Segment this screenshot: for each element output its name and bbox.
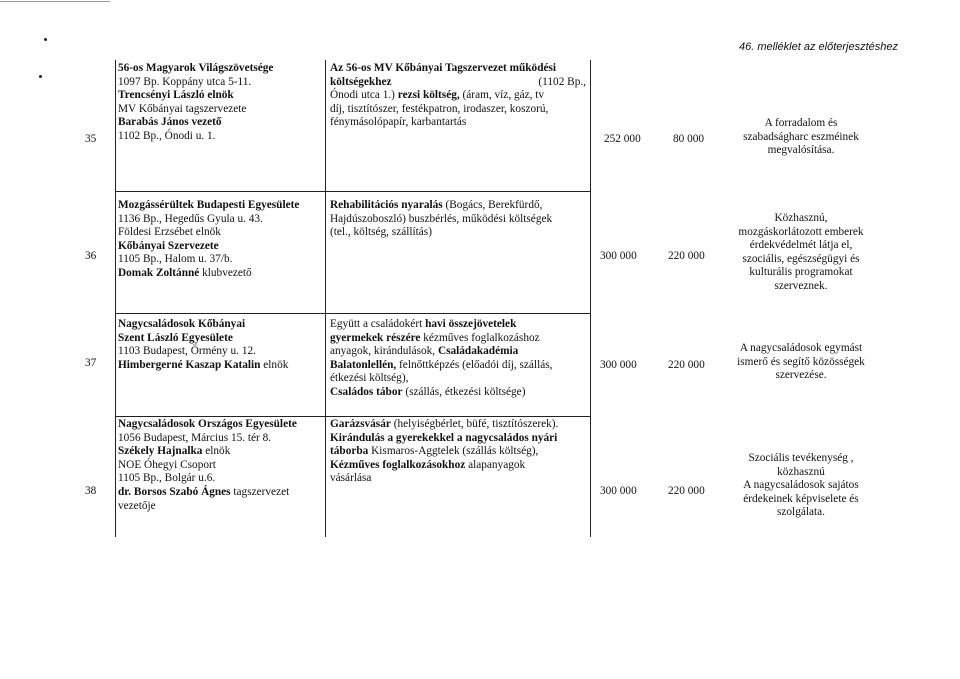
organization-cell: 56-os Magyarok Világszövetsége 1097 Bp. Koppány utca 5-11. Trencsényi László elnök MV Kőbányai tagszervezete Barabás János vezető 1102 Bp., Ónodi u. 1. xyxy=(118,62,274,142)
requested-amount: 300 000 xyxy=(600,485,637,497)
organization-cell: Nagycsaládosok Országos Egyesülete 1056 Budapest, Március 15. tér 8. Székely Hajnalka elnök NOE Óhegyi Csoport 1105 Bp., Bolgár u.6. dr. Borsos Szabó Ágnes tagszervezet vezetője xyxy=(118,418,297,512)
requested-amount: 300 000 xyxy=(600,359,637,371)
granted-amount: 220 000 xyxy=(668,485,705,497)
row-divider xyxy=(115,191,590,192)
row-divider xyxy=(115,416,590,417)
note-cell: Közhasznú, mozgáskorlátozott emberek érdekvédelmét látja el, szociális, egészségügyi és kulturális programokat szerveznek. xyxy=(738,212,864,292)
col-divider xyxy=(325,60,326,537)
note-cell: A nagycsaládosok egymást ismerő és segítő közösségek szervezése. xyxy=(737,342,865,382)
note-cell: A forradalom és szabadságharc eszméinek megvalósítása. xyxy=(743,117,859,157)
purpose-cell: Az 56-os MV Kőbányai Tagszervezet működési költségekhez (1102 Bp., Ónodi utca 1.) rezsi költség, (áram, víz, gáz, tv díj, tisztítószer, festékpatron, irodaszer, koszorú, fénymásolópapír, karbantartás xyxy=(330,62,586,129)
note-cell: Szociális tevékenység , közhasznú A nagycsaládosok sajátos érdekeinek képviselete és szolgálata. xyxy=(743,452,859,519)
scan-dot xyxy=(39,75,42,78)
purpose-cell: Rehabilitációs nyaralás (Bogács, Berekfürdő, Hajdúszoboszló) buszbérlés, működési költségek (tel., költség, szállítás) xyxy=(330,199,553,239)
granted-amount: 220 000 xyxy=(668,250,705,262)
top-edge-line xyxy=(0,1,110,2)
row-number: 35 xyxy=(85,133,97,145)
requested-amount: 300 000 xyxy=(600,250,637,262)
row-number: 37 xyxy=(85,357,97,369)
row-divider xyxy=(115,313,590,314)
granted-amount: 220 000 xyxy=(668,359,705,371)
purpose-cell: Együtt a családokért havi összejövetelek gyermekek részére kézműves foglalkozáshoz anyagok, kirándulások, Családakadémia Balatonlellén, felnőttképzés (előadói díj, szállás, étkezési költség), Családos tábor (szállás, étkezési költsége) xyxy=(330,318,553,398)
col-divider xyxy=(590,60,591,537)
row-number: 36 xyxy=(85,250,97,262)
row-number: 38 xyxy=(85,485,97,497)
organization-cell: Nagycsaládosok Kőbányai Szent László Egyesülete 1103 Budapest, Örmény u. 12. Himbergerné Kaszap Katalin elnök xyxy=(118,318,289,371)
organization-cell: Mozgássérültek Budapesti Egyesülete 1136 Bp., Hegedűs Gyula u. 43. Földesi Erzsébet elnök Kőbányai Szervezete 1105 Bp., Halom u. 37/b. Domak Zoltánné klubvezető xyxy=(118,199,300,279)
scan-dot xyxy=(44,38,47,41)
purpose-cell: Garázsvásár (helyiségbérlet, büfé, tisztítószerek). Kirándulás a gyerekekkel a nagycsaládos nyári táborba Kismaros-Aggtelek (szállás költség), Kézműves foglalkozásokhoz alapanyagok vásárlása xyxy=(330,418,559,485)
col-divider xyxy=(115,60,116,537)
annex-note: 46. melléklet az előterjesztéshez xyxy=(739,41,898,53)
requested-amount: 252 000 xyxy=(604,133,641,145)
granted-amount: 80 000 xyxy=(673,133,705,145)
